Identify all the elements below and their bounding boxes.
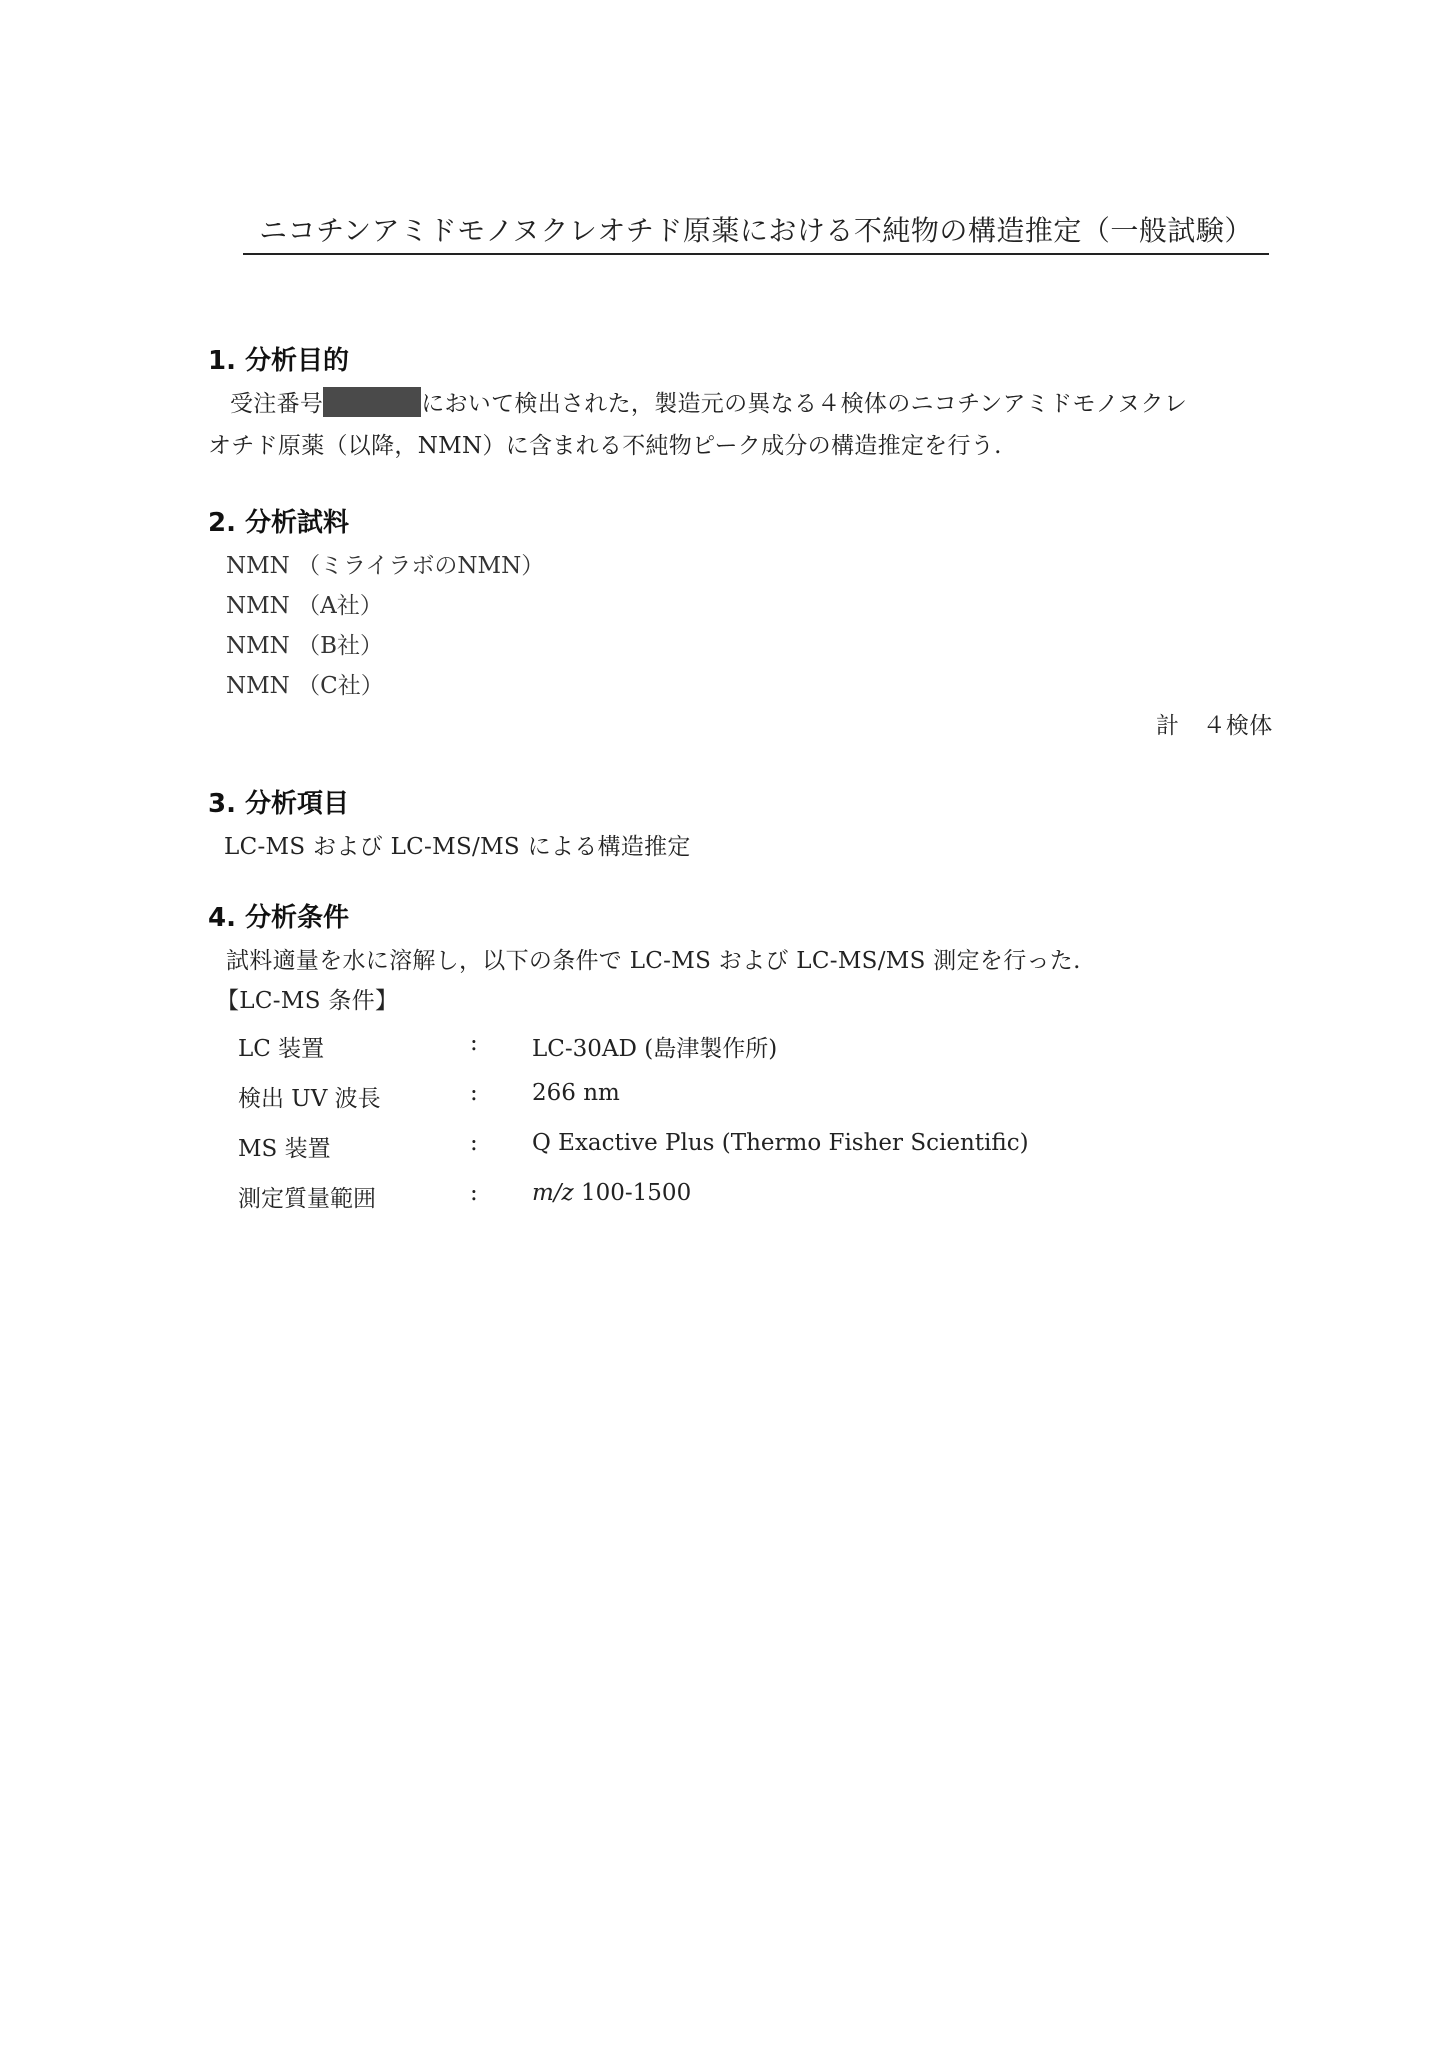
condition-value: LC-30AD (島津製作所)	[532, 1036, 778, 1062]
condition-label: LC 装置	[238, 1036, 325, 1062]
condition-label: 検出 UV 波長	[238, 1086, 381, 1112]
analysis-item-text: LC-MS および LC-MS/MS による構造推定	[224, 834, 691, 860]
redacted-order-number	[323, 387, 421, 417]
section-1-line-2: オチド原薬（以降，NMN）に含まれる不純物ピーク成分の構造推定を行う.	[208, 433, 1002, 459]
sample-item: NMN （B社）	[226, 633, 384, 659]
section-4-heading: 4. 分析条件	[208, 903, 350, 933]
mz-range: 100-1500	[573, 1180, 692, 1206]
section-1-line-1-text: において検出された，製造元の異なる４検体のニコチンアミドモノヌクレ	[421, 391, 1188, 417]
condition-value: 266 nm	[532, 1080, 620, 1106]
section-1-heading: 1. 分析目的	[208, 346, 350, 376]
condition-separator: :	[470, 1080, 478, 1106]
condition-label: 測定質量範囲	[238, 1186, 376, 1212]
sample-item: NMN （C社）	[226, 673, 384, 699]
analysis-conditions-text: 試料適量を水に溶解し，以下の条件で LC-MS および LC-MS/MS 測定を行った.	[226, 948, 1081, 974]
condition-label: MS 装置	[238, 1136, 331, 1162]
section-2-heading: 2. 分析試料	[208, 508, 350, 538]
condition-separator: :	[470, 1030, 478, 1056]
document-title: ニコチンアミドモノヌクレオチド原薬における不純物の構造推定（一般試験）	[243, 209, 1269, 255]
condition-value: Q Exactive Plus (Thermo Fisher Scientific)	[532, 1130, 1029, 1156]
condition-separator: :	[470, 1130, 478, 1156]
section-1-line-1	[230, 385, 1187, 418]
sample-item: NMN （ミライラボのNMN）	[226, 553, 545, 579]
condition-value	[532, 1180, 691, 1206]
order-number-label: 受注番号	[230, 391, 324, 417]
sample-total: 計 ４検体	[1156, 713, 1273, 739]
sample-item: NMN （A社）	[226, 593, 383, 619]
mz-italic: m/z	[532, 1180, 574, 1206]
lcms-conditions-subheading: 【LC-MS 条件】	[216, 988, 399, 1014]
section-3-heading: 3. 分析項目	[208, 789, 350, 819]
condition-separator: :	[470, 1180, 478, 1206]
